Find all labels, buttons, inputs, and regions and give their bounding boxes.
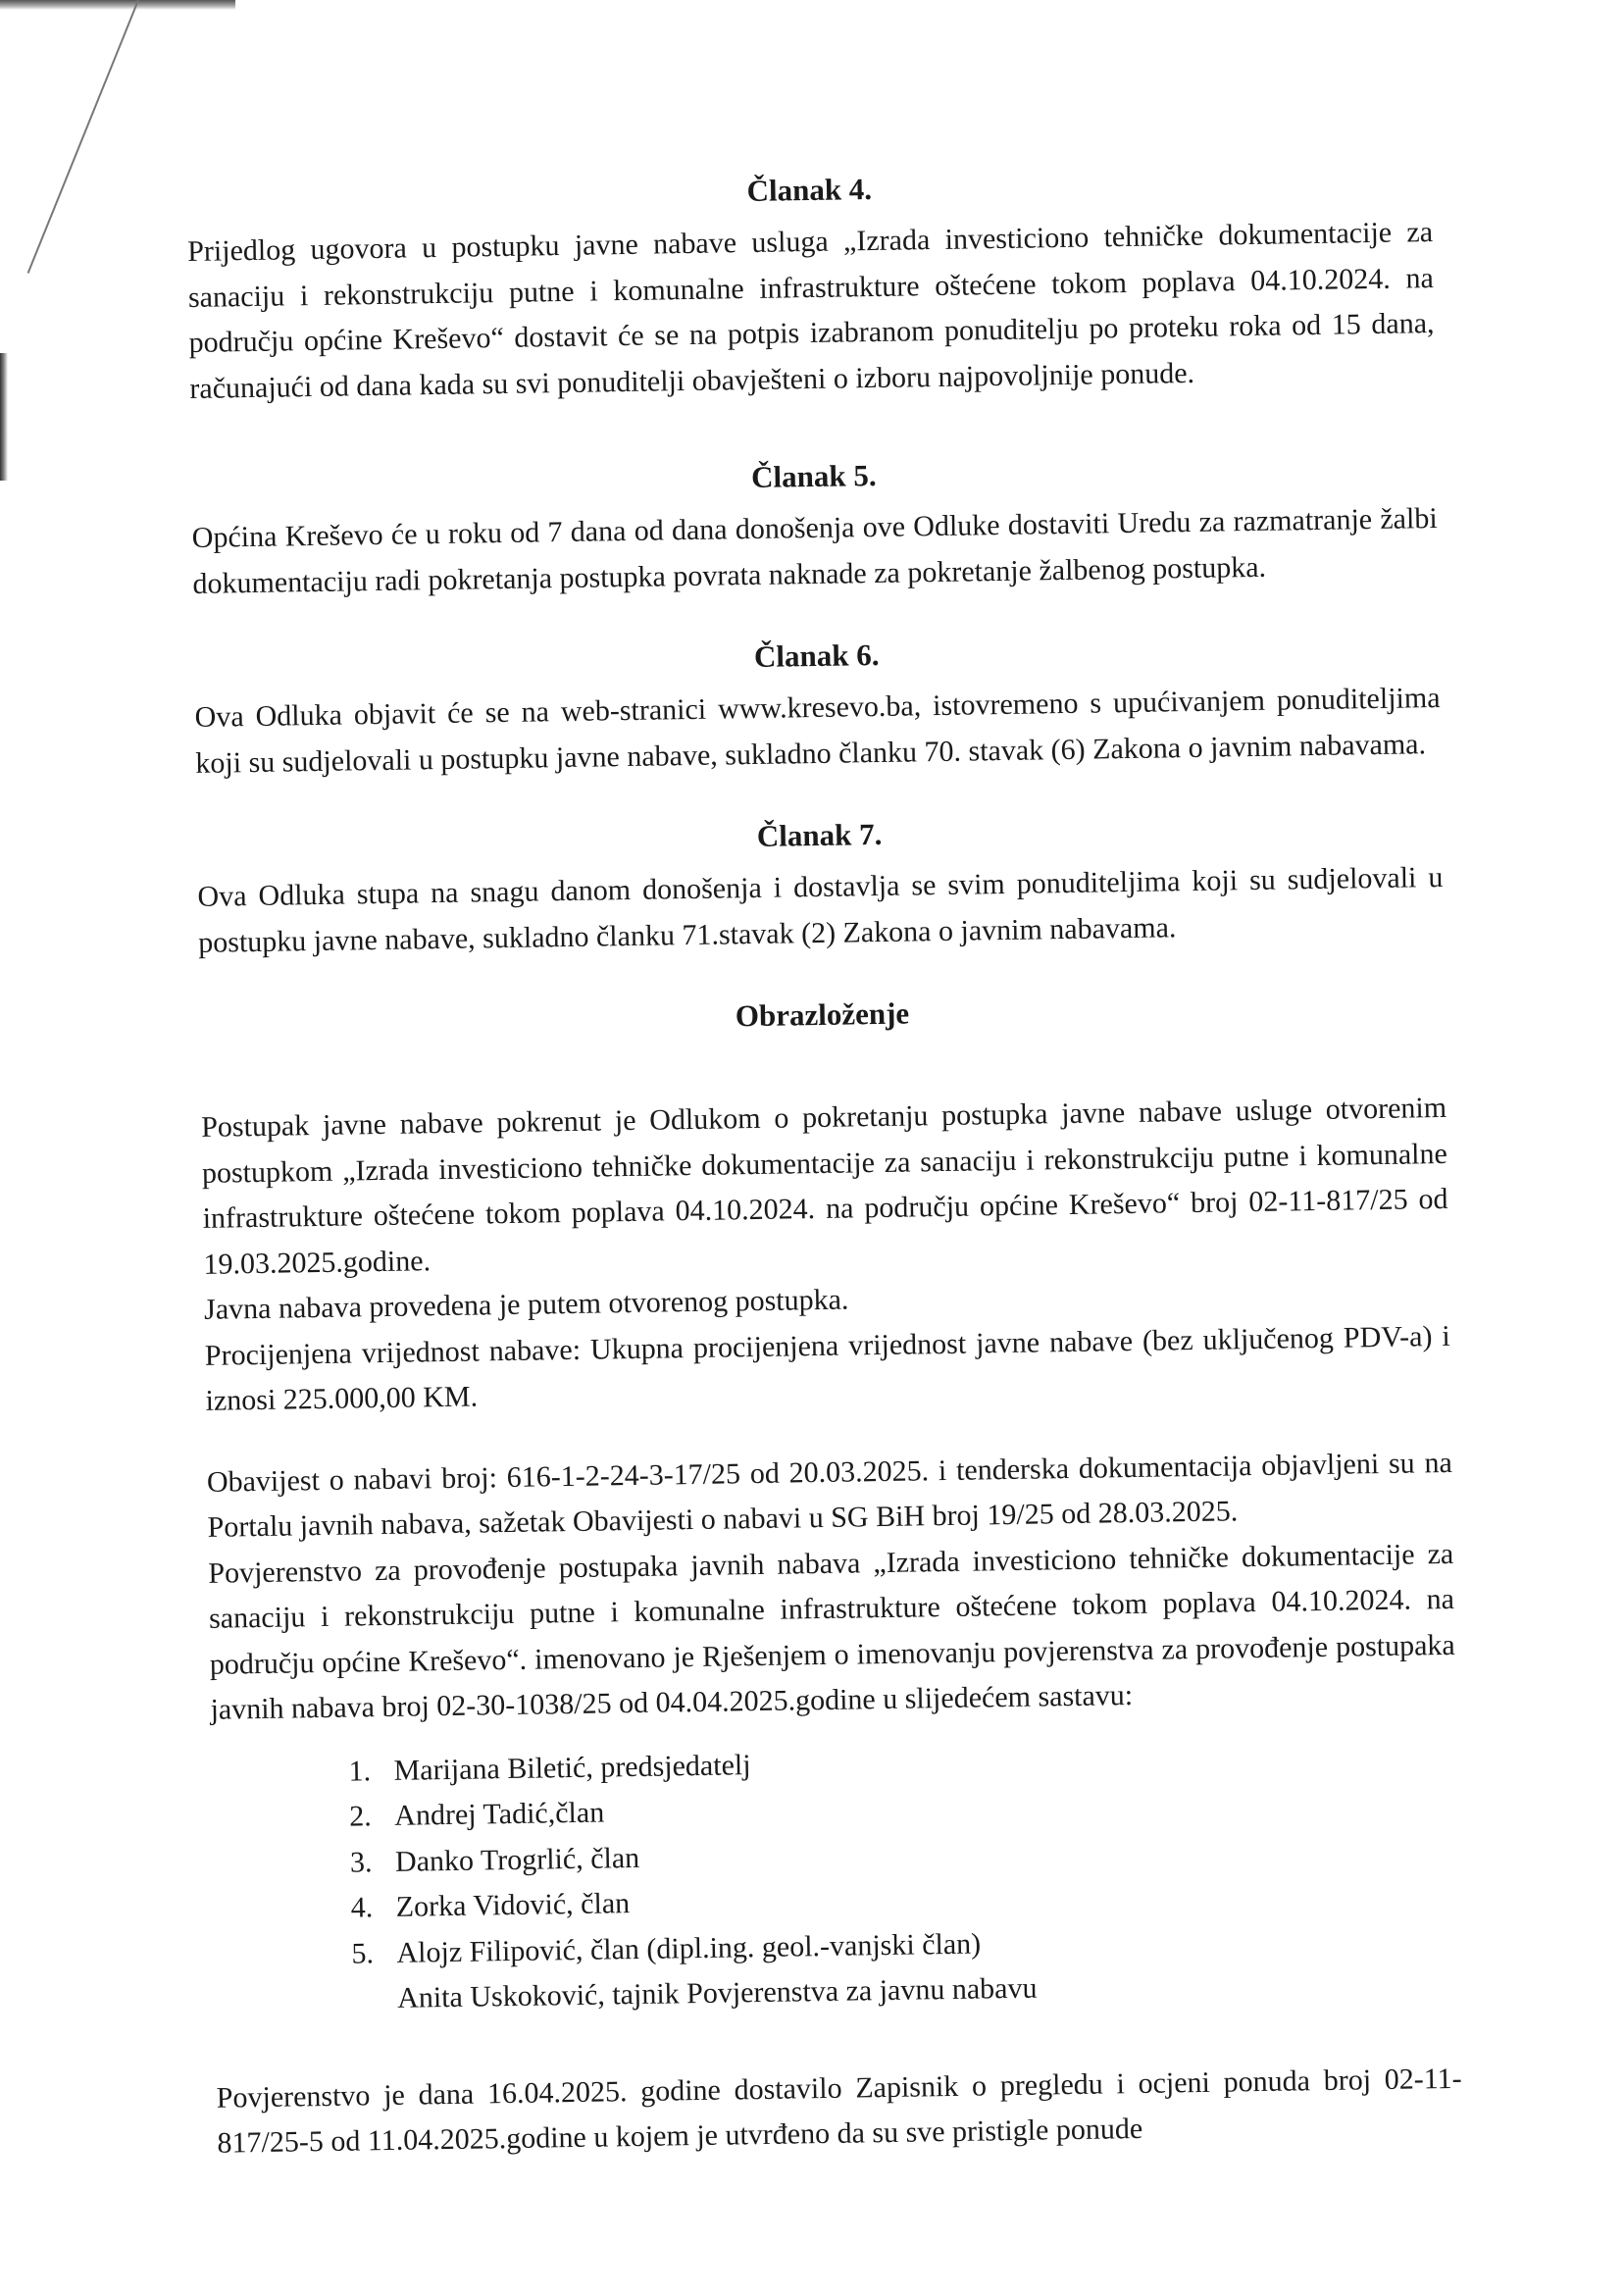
obrazlozenje-paragraph: Povjerenstvo za provođenje postupaka javnih nabava „Izrada investiciono tehničke dokumentacije za sanaciju i rekonstrukciju putne i komunalne infrastrukture oštećene tokom poplava 04.10.2024. na području općine Kreševo“. imenovano je Rješenjem o imenovanju povjerenstva za provođenje postupaka javnih nabava broj 02-30-1038/25 od 04.04.2025.godine u slijedećem sastavu: [208, 1537, 1455, 1727]
list-item-text: Zorka Vidović, član [395, 1887, 631, 1924]
scan-fold-line [27, 0, 139, 274]
obrazlozenje-paragraph: Javna nabava provedena je putem otvorenog postupka. [203, 1283, 849, 1327]
article-text: Ova Odluka objavit će se na web-stranici www.kresevo.ba, istovremeno s upućivanjem ponuditeljima koji su sudjelovali u postupku javne nabave, sukladno članku 70. stavak (6) Zakona o javnim nabavama. [194, 682, 1441, 780]
list-item-text: Andrej Tadić,član [394, 1796, 605, 1833]
article-heading: Članak 6. [753, 637, 880, 675]
obrazlozenje-paragraph: Povjerenstvo je dana 16.04.2025. godine dostavilo Zapisnik o pregledu i ocjeni ponuda broj 02-11-817/25-5 od 11.04.2025.godine u kojem je utvrđeno da su sve pristigle ponude [216, 2062, 1462, 2160]
list-item-text: Alojz Filipović, član (dipl.ing. geol.-vanjski član) [396, 1927, 982, 1969]
obrazlozenje-paragraph: Procijenjena vrijednost nabave: Ukupna procijenjena vrijednost javne nabave (bez uključenog PDV-a) i iznosi 225.000,00 KM. [204, 1319, 1450, 1418]
list-item-number: 1. [348, 1754, 372, 1788]
article-6 [193, 623, 1441, 787]
document-page [186, 157, 1463, 2167]
article-4 [186, 157, 1436, 412]
list-item-number: 2. [349, 1800, 373, 1833]
obrazlozenje-section [199, 982, 1463, 2167]
article-heading: Članak 4. [746, 172, 873, 209]
article-text: Ova Odluka stupa na snagu danom donošenja i dostavlja se svim ponuditeljima koji su sudjelovali u postupku javne nabave, sukladno članku 71.stavak (2) Zakona o javnim nabavama. [197, 861, 1444, 959]
article-heading: Članak 5. [750, 458, 877, 495]
list-item-text: Marijana Biletić, predsjedatelj [393, 1748, 751, 1787]
committee-member-list [211, 1732, 1459, 1979]
obrazlozenje-heading: Obrazloženje [735, 995, 910, 1034]
article-text: Općina Kreševo će u roku od 7 dana od dana donošenja ove Odluke dostaviti Uredu za razmatranje žalbi dokumentaciju radi pokretanja postupka povrata naknade za pokretanje žalbenog postupka. [191, 502, 1438, 600]
article-text: Prijedlog ugovora u postupku javne nabave usluga „Izrada investiciono tehničke dokumentacije za sanaciju i rekonstrukciju putne i komunalne infrastrukture oštećene tokom poplava 04.10.2024. na području općine Kreševo“ dostavit će se na potpis izabranom ponuditelju po proteku roka od 15 dana, računajući od dana kada su svi ponuditelji obavješteni o izboru najpovoljnije ponude. [186, 216, 1435, 405]
article-7 [196, 802, 1444, 966]
list-item-number: 3. [349, 1845, 373, 1879]
article-5 [191, 443, 1439, 607]
scan-edge-top [0, 0, 235, 10]
list-item-number: 5. [351, 1936, 375, 1970]
obrazlozenje-paragraph: Postupak javne nabave pokrenut je Odlukom o pokretanju postupka javne nabave usluge otvorenim postupkom „Izrada investiciono tehničke dokumentacije za sanaciju i rekonstrukciju putne i komunalne infrastrukture oštećene tokom poplava 04.10.2024. na području općine Kreševo“ broj 02-11-817/25 od 19.03.2025.godine. [200, 1092, 1448, 1281]
obrazlozenje-paragraph: Obavijest o nabavi broj: 616-1-2-24-3-17/25 od 20.03.2025. i tenderska dokumentacija objavljeni su na Portalu javnih nabava, sažetak Obavijesti o nabavi u SG BiH broj 19/25 od 28.03.2025. [206, 1446, 1453, 1545]
committee-secretary: Anita Uskoković, tajnik Povjerenstva za javnu nabavu [396, 1971, 1038, 2015]
list-item-number: 4. [350, 1891, 374, 1924]
scan-edge-left [0, 353, 8, 481]
article-heading: Članak 7. [756, 817, 883, 854]
list-item-text: Danko Trogrlić, član [394, 1841, 640, 1878]
